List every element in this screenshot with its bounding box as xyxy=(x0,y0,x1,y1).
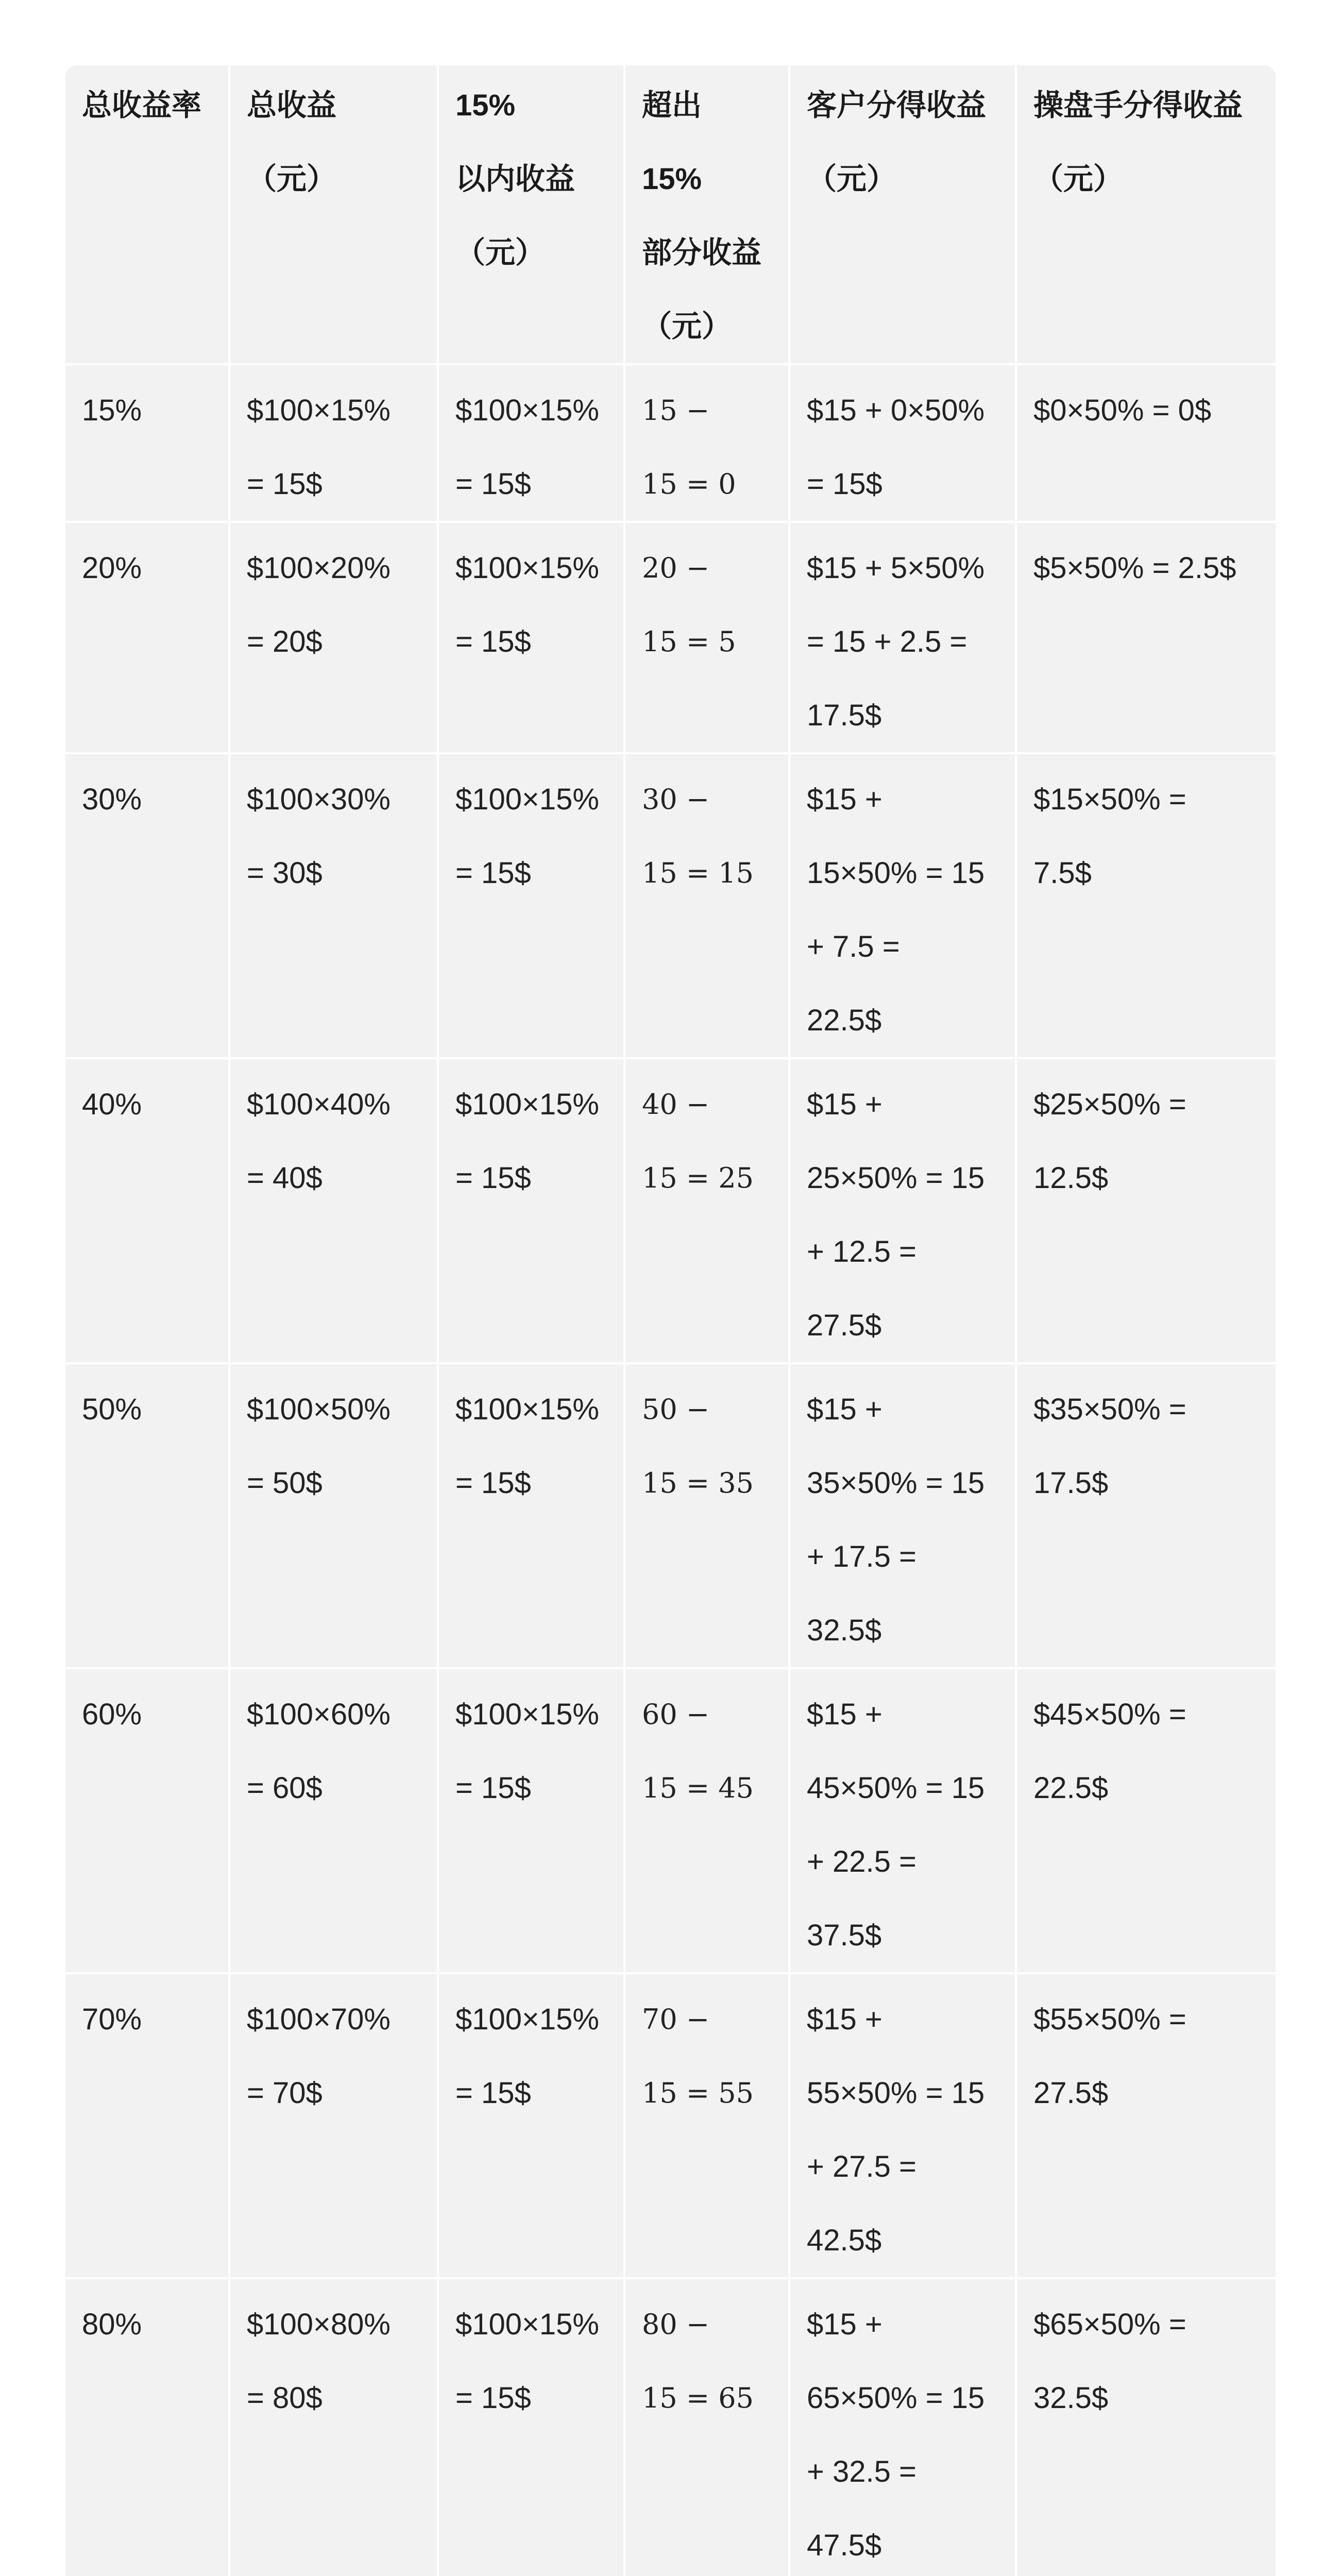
table-cell xyxy=(229,364,438,522)
table-cell xyxy=(65,364,229,522)
cell-line: 80 − xyxy=(642,2308,710,2341)
cell-line: 55×50% = 15 xyxy=(807,2076,985,2110)
cell-line: 35×50% = 15 xyxy=(807,1466,985,1500)
cell-line: $45×50% = xyxy=(1033,1698,1186,1731)
cell-line: = 15$ xyxy=(807,467,882,501)
cell-line: = 15$ xyxy=(455,856,531,890)
cell-line: + 12.5 = xyxy=(807,1235,916,1268)
cell-line: 15 = 5 xyxy=(642,625,736,658)
table-cell xyxy=(789,1668,1016,1973)
table-cell xyxy=(229,522,438,753)
cell-line: 80% xyxy=(82,2308,142,2341)
cell-line: 7.5$ xyxy=(1033,856,1092,890)
cell-line: 22.5$ xyxy=(807,1004,882,1037)
table-cell xyxy=(624,1668,789,1973)
table-cell xyxy=(624,1363,789,1668)
table-cell xyxy=(789,2278,1016,2576)
cell-line: 40% xyxy=(82,1088,142,1121)
table-cell xyxy=(438,364,624,522)
cell-line: + 22.5 = xyxy=(807,1845,916,1878)
table-cell xyxy=(624,2278,789,2576)
cell-line: = 15$ xyxy=(455,2381,531,2415)
cell-line: 27.5$ xyxy=(1033,2076,1109,2110)
cell-line: $25×50% = xyxy=(1033,1088,1186,1121)
table-cell xyxy=(65,1363,229,1668)
table-cell xyxy=(438,1058,624,1363)
cell-line: = 15$ xyxy=(455,467,531,501)
cell-line: 15 = 0 xyxy=(642,468,736,500)
cell-line: 15 = 45 xyxy=(642,1772,754,1804)
table-row xyxy=(65,364,1276,522)
table-cell xyxy=(789,1058,1016,1363)
table-cell xyxy=(229,2278,438,2576)
cell-line: 60 − xyxy=(642,1698,710,1731)
cell-line: = 15$ xyxy=(455,1466,531,1500)
cell-line: 65×50% = 15 xyxy=(807,2381,985,2415)
cell-line: 32.5$ xyxy=(807,1614,882,1647)
cell-line: + 27.5 = xyxy=(807,2150,916,2183)
cell-line: 25×50% = 15 xyxy=(807,1161,985,1195)
table-cell xyxy=(438,1668,624,1973)
table-header-row xyxy=(65,65,1276,364)
cell-line: 70% xyxy=(82,2003,142,2036)
cell-line: = 15 + 2.5 = xyxy=(807,625,967,658)
cell-line: 12.5$ xyxy=(1033,1161,1109,1195)
cell-line: $100×15% xyxy=(455,551,599,585)
cell-line: $100×20% xyxy=(247,551,391,585)
cell-line: = 15$ xyxy=(455,1771,531,1805)
table-cell xyxy=(624,753,789,1058)
cell-line: $15 + 5×50% xyxy=(807,551,985,585)
cell-line: $100×50% xyxy=(247,1393,391,1426)
header-line: 以内收益 xyxy=(455,162,575,196)
cell-line: $65×50% = xyxy=(1033,2308,1186,2341)
cell-line: = 15$ xyxy=(455,1161,531,1195)
cell-line: 30 − xyxy=(642,783,710,816)
table-cell xyxy=(1016,364,1276,522)
table-cell xyxy=(789,1973,1016,2278)
header-line: 客户分得收益 xyxy=(807,89,987,122)
cell-line: = 50$ xyxy=(247,1466,322,1500)
table-cell xyxy=(624,522,789,753)
table-row xyxy=(65,522,1276,753)
cell-line: 17.5$ xyxy=(807,699,882,732)
table-row xyxy=(65,2278,1276,2576)
cell-line: 15 = 25 xyxy=(642,1162,754,1194)
cell-line: 15×50% = 15 xyxy=(807,856,985,890)
cell-line: $100×40% xyxy=(247,1088,391,1121)
cell-line: $15 + 0×50% xyxy=(807,394,985,427)
table-cell xyxy=(65,753,229,1058)
table-cell xyxy=(438,1363,624,1668)
header-line: 部分收益 xyxy=(642,236,762,269)
header-line: （元） xyxy=(1033,162,1124,196)
cell-line: 15 = 15 xyxy=(642,857,754,889)
cell-line: 15 − xyxy=(642,394,710,427)
table-cell xyxy=(438,522,624,753)
cell-line: = 15$ xyxy=(455,2076,531,2110)
header-line: （元） xyxy=(455,236,546,269)
cell-line: 47.5$ xyxy=(807,2529,882,2562)
header-line: （元） xyxy=(247,162,337,196)
header-line: 15% xyxy=(455,89,516,122)
cell-line: $100×15% xyxy=(455,1088,599,1121)
cell-line: $15 + xyxy=(807,2003,882,2036)
table-cell xyxy=(789,364,1016,522)
cell-line: $100×70% xyxy=(247,2003,391,2036)
table-cell xyxy=(438,1973,624,2278)
table-cell xyxy=(65,1058,229,1363)
table-row xyxy=(65,1973,1276,2278)
table-cell xyxy=(1016,753,1276,1058)
cell-line: 60% xyxy=(82,1698,142,1731)
cell-line: $0×50% = 0$ xyxy=(1033,394,1212,427)
header-line: （元） xyxy=(642,310,732,343)
cell-line: $100×30% xyxy=(247,783,391,816)
cell-line: $15 + xyxy=(807,1088,882,1121)
table-cell xyxy=(65,1973,229,2278)
table-cell xyxy=(65,522,229,753)
cell-line: = 15$ xyxy=(247,467,322,501)
cell-line: = 70$ xyxy=(247,2076,322,2110)
cell-line: $55×50% = xyxy=(1033,2003,1186,2036)
cell-line: 15 = 55 xyxy=(642,2077,754,2109)
cell-line: $100×15% xyxy=(247,394,391,427)
table-cell xyxy=(1016,2278,1276,2576)
header-line: 总收益 xyxy=(247,89,337,122)
cell-line: 45×50% = 15 xyxy=(807,1771,985,1805)
cell-line: 15% xyxy=(82,394,142,427)
cell-line: $100×15% xyxy=(455,394,599,427)
table-cell xyxy=(1016,1668,1276,1973)
table-cell xyxy=(65,1668,229,1973)
header-line: 15% xyxy=(642,162,702,196)
cell-line: + 32.5 = xyxy=(807,2455,916,2488)
cell-line: $15 + xyxy=(807,1698,882,1731)
table-cell xyxy=(229,1363,438,1668)
table-row xyxy=(65,1058,1276,1363)
header-line: 超出 xyxy=(642,89,702,122)
table-row xyxy=(65,1363,1276,1668)
cell-line: 70 − xyxy=(642,2003,710,2036)
cell-line: + 17.5 = xyxy=(807,1540,916,1573)
cell-line: 20 − xyxy=(642,552,710,584)
cell-line: $100×15% xyxy=(455,2308,599,2341)
table-cell xyxy=(229,1058,438,1363)
table-cell xyxy=(1016,1058,1276,1363)
cell-line: $15 + xyxy=(807,2308,882,2341)
cell-line: = 30$ xyxy=(247,856,322,890)
cell-line: 27.5$ xyxy=(807,1309,882,1342)
cell-line: $100×15% xyxy=(455,1698,599,1731)
table-cell xyxy=(1016,522,1276,753)
column-header-1 xyxy=(229,65,438,364)
table-cell xyxy=(789,522,1016,753)
table-cell xyxy=(624,1058,789,1363)
table-cell xyxy=(624,364,789,522)
table-cell xyxy=(438,753,624,1058)
table-body xyxy=(65,364,1276,2576)
cell-line: $100×15% xyxy=(455,2003,599,2036)
table-row xyxy=(65,1668,1276,1973)
table-row xyxy=(65,753,1276,1058)
cell-line: 17.5$ xyxy=(1033,1466,1109,1500)
column-header-3 xyxy=(624,65,789,364)
cell-line: $15×50% = xyxy=(1033,783,1186,816)
cell-line: $100×80% xyxy=(247,2308,391,2341)
header-line: 操盘手分得收益 xyxy=(1033,89,1243,122)
cell-line: $35×50% = xyxy=(1033,1393,1186,1426)
column-header-4 xyxy=(789,65,1016,364)
cell-line: 30% xyxy=(82,783,142,816)
table-cell xyxy=(229,753,438,1058)
cell-line: + 7.5 = xyxy=(807,930,900,963)
cell-line: 42.5$ xyxy=(807,2224,882,2257)
profit-share-table-container xyxy=(65,65,1276,2576)
cell-line: = 40$ xyxy=(247,1161,322,1195)
table-cell xyxy=(65,2278,229,2576)
cell-line: 40 − xyxy=(642,1088,710,1121)
cell-line: 15 = 35 xyxy=(642,1467,754,1499)
table-cell xyxy=(789,1363,1016,1668)
table-cell xyxy=(229,1668,438,1973)
cell-line: $5×50% = 2.5$ xyxy=(1033,551,1236,585)
table-cell xyxy=(438,2278,624,2576)
cell-line: = 20$ xyxy=(247,625,322,658)
header-line: 总收益率 xyxy=(82,89,202,122)
table-cell xyxy=(1016,1363,1276,1668)
profit-share-table xyxy=(65,65,1276,2576)
cell-line: 15 = 65 xyxy=(642,2382,754,2414)
cell-line: $100×15% xyxy=(455,783,599,816)
table-cell xyxy=(229,1973,438,2278)
cell-line: 50% xyxy=(82,1393,142,1426)
table-cell xyxy=(789,753,1016,1058)
cell-line: = 60$ xyxy=(247,1771,322,1805)
cell-line: 32.5$ xyxy=(1033,2381,1109,2415)
cell-line: 22.5$ xyxy=(1033,1771,1109,1805)
cell-line: 20% xyxy=(82,551,142,585)
header-line: （元） xyxy=(807,162,897,196)
column-header-5 xyxy=(1016,65,1276,364)
column-header-2 xyxy=(438,65,624,364)
cell-line: $100×60% xyxy=(247,1698,391,1731)
cell-line: = 15$ xyxy=(455,625,531,658)
table-cell xyxy=(624,1973,789,2278)
cell-line: 37.5$ xyxy=(807,1919,882,1952)
table-cell xyxy=(1016,1973,1276,2278)
cell-line: = 80$ xyxy=(247,2381,322,2415)
cell-line: $15 + xyxy=(807,1393,882,1426)
cell-line: 50 − xyxy=(642,1393,710,1426)
column-header-0 xyxy=(65,65,229,364)
cell-line: $15 + xyxy=(807,783,882,816)
cell-line: $100×15% xyxy=(455,1393,599,1426)
